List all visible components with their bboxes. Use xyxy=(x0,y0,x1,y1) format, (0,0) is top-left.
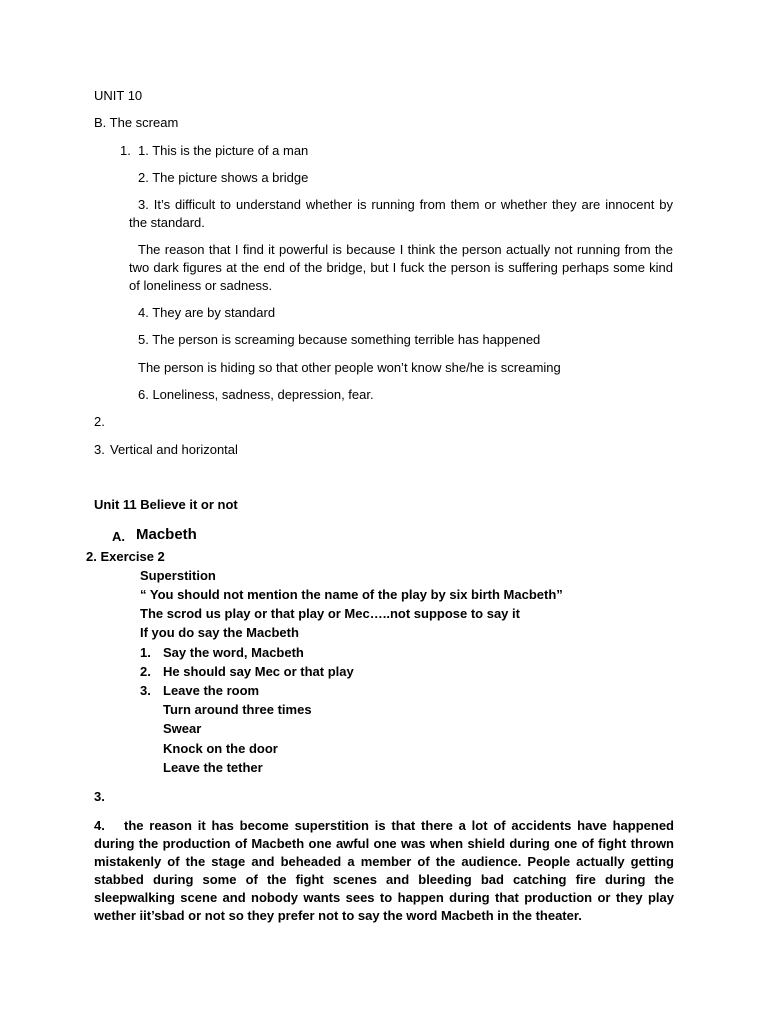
section-b-title: B. The scream xyxy=(94,115,179,130)
answer-6: 6. Loneliness, sadness, depression, fear. xyxy=(138,387,374,402)
question-3-number: 3. xyxy=(94,442,105,457)
exercise-question-4-number: 4. xyxy=(94,818,105,833)
exercise-question-4-text: the reason it has become superstition is that there a lot of accidents have happened during the production of Macbeth one awful one was when shield during one of fight thrown mistakenly of the stage and beheaded a member of the audience. People actually getting stabbed during some of the fight scenes and bleeding bad catching fire during the sleepwalking scene and nobody wants sees to happen during that production or they play wether iit’sbad or not so they prefer not to say the word Macbeth in the theater. xyxy=(94,818,674,923)
exercise-question-3: 3. xyxy=(94,789,105,804)
answer-3-reason: The reason that I find it powerful is because I think the person actually not running from the two dark figures at the end of the bridge, but I fuck the person is suffering perhaps some kind of loneliness or sadness. xyxy=(129,242,673,293)
unit11-title: Unit 11 Believe it or not xyxy=(94,497,238,512)
sub-list-item: Turn around three times xyxy=(163,702,312,717)
q1-number: 1. xyxy=(120,143,131,158)
list-item-3-text: Leave the room xyxy=(163,683,260,698)
list-item-1-text: Say the word, Macbeth xyxy=(163,645,304,660)
answer-4: 4. They are by standard xyxy=(138,305,276,320)
list-item-2-number: 2. xyxy=(140,664,151,679)
sub-list-item: Swear xyxy=(163,721,202,736)
question-3-text: Vertical and horizontal xyxy=(110,442,238,457)
list-item-2-text: He should say Mec or that play xyxy=(163,664,354,679)
list-item-1-number: 1. xyxy=(140,645,151,660)
answer-3: 3. It’s difficult to understand whether is running from them or whether they are innocent by the standard. xyxy=(129,197,673,230)
answer-1: 1. This is the picture of a man xyxy=(138,143,309,158)
if-you-line: If you do say the Macbeth xyxy=(140,625,299,640)
answer-5: 5. The person is screaming because something terrible has happened xyxy=(138,332,541,347)
unit10-title: UNIT 10 xyxy=(94,88,143,103)
question-2: 2. xyxy=(94,414,105,429)
sub-list-item: Leave the tether xyxy=(163,760,263,775)
scrod-line: The scrod us play or that play or Mec…..not suppose to say it xyxy=(140,606,520,621)
list-item-3-number: 3. xyxy=(140,683,151,698)
answer-5-extra: The person is hiding so that other people won’t know she/he is screaming xyxy=(138,360,561,375)
sub-list-item: Knock on the door xyxy=(163,741,278,756)
section-a-letter: A. xyxy=(112,529,125,544)
quote-line: “ You should not mention the name of the play by six birth Macbeth” xyxy=(140,587,563,602)
answer-2: 2. The picture shows a bridge xyxy=(138,170,309,185)
section-a-title: Macbeth xyxy=(136,526,197,543)
superstition-label: Superstition xyxy=(140,568,216,583)
exercise-2-heading: 2. Exercise 2 xyxy=(86,549,165,564)
